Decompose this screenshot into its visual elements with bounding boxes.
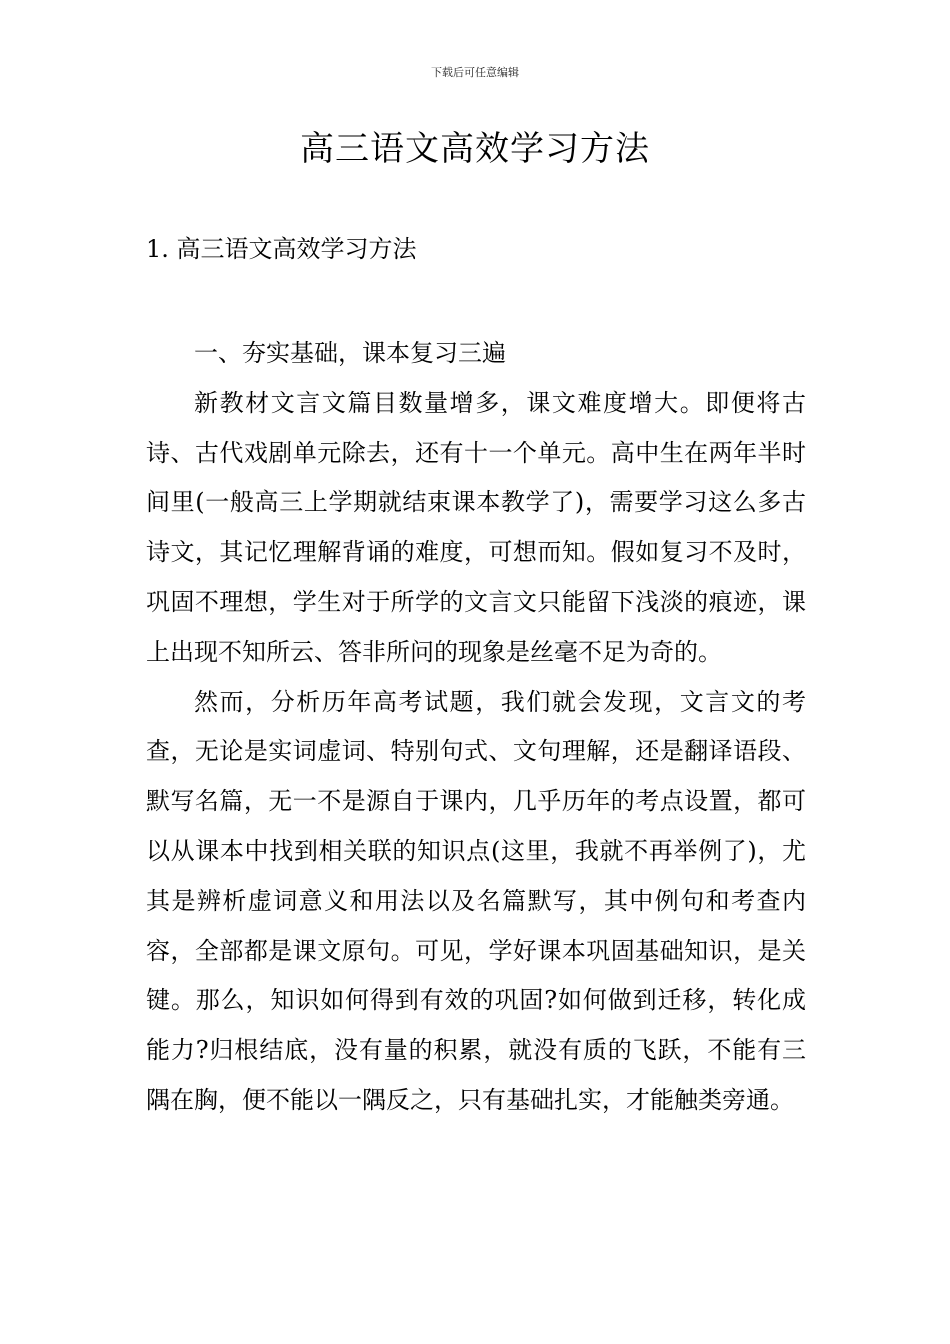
paragraph-2: 然而，分析历年高考试题，我们就会发现，文言文的考查，无论是实词虚词、特别句式、文句理解，还是翻译语段、默写名篇，无一不是源自于课内，几乎历年的考点设置，都可以从课本中找到相关联的知识点(这里，我就不再举例了)，尤其是辨析虚词意义和用法以及名篇默写，其中例句和考查内容，全部都是课文原句。可见，学好课本巩固基础知识，是关键。那么，知识如何得到有效的巩固?如何做到迁移，转化成能力?归根结底，没有量的积累，就没有质的飞跃，不能有三隅在胸，便不能以一隅反之，只有基础扎实，才能触类旁通。: [146, 687, 806, 1114]
subheading: 一、夯实基础，课本复习三遍: [194, 339, 506, 367]
section-heading: 1. 高三语文高效学习方法: [146, 235, 417, 263]
document-title: 高三语文高效学习方法: [300, 129, 650, 169]
document-body: [146, 329, 806, 1126]
header-note: 下载后可任意编辑: [431, 66, 519, 79]
paragraph-1: 新教材文言文篇目数量增多，课文难度增大。即便将古诗、古代戏剧单元除去，还有十一个单元。高中生在两年半时间里(一般高三上学期就结束课本教学了)，需要学习这么多古诗文，其记忆理解背诵的难度，可想而知。假如复习不及时，巩固不理想，学生对于所学的文言文只能留下浅淡的痕迹，课上出现不知所云、答非所问的现象是丝毫不足为奇的。: [146, 388, 806, 666]
